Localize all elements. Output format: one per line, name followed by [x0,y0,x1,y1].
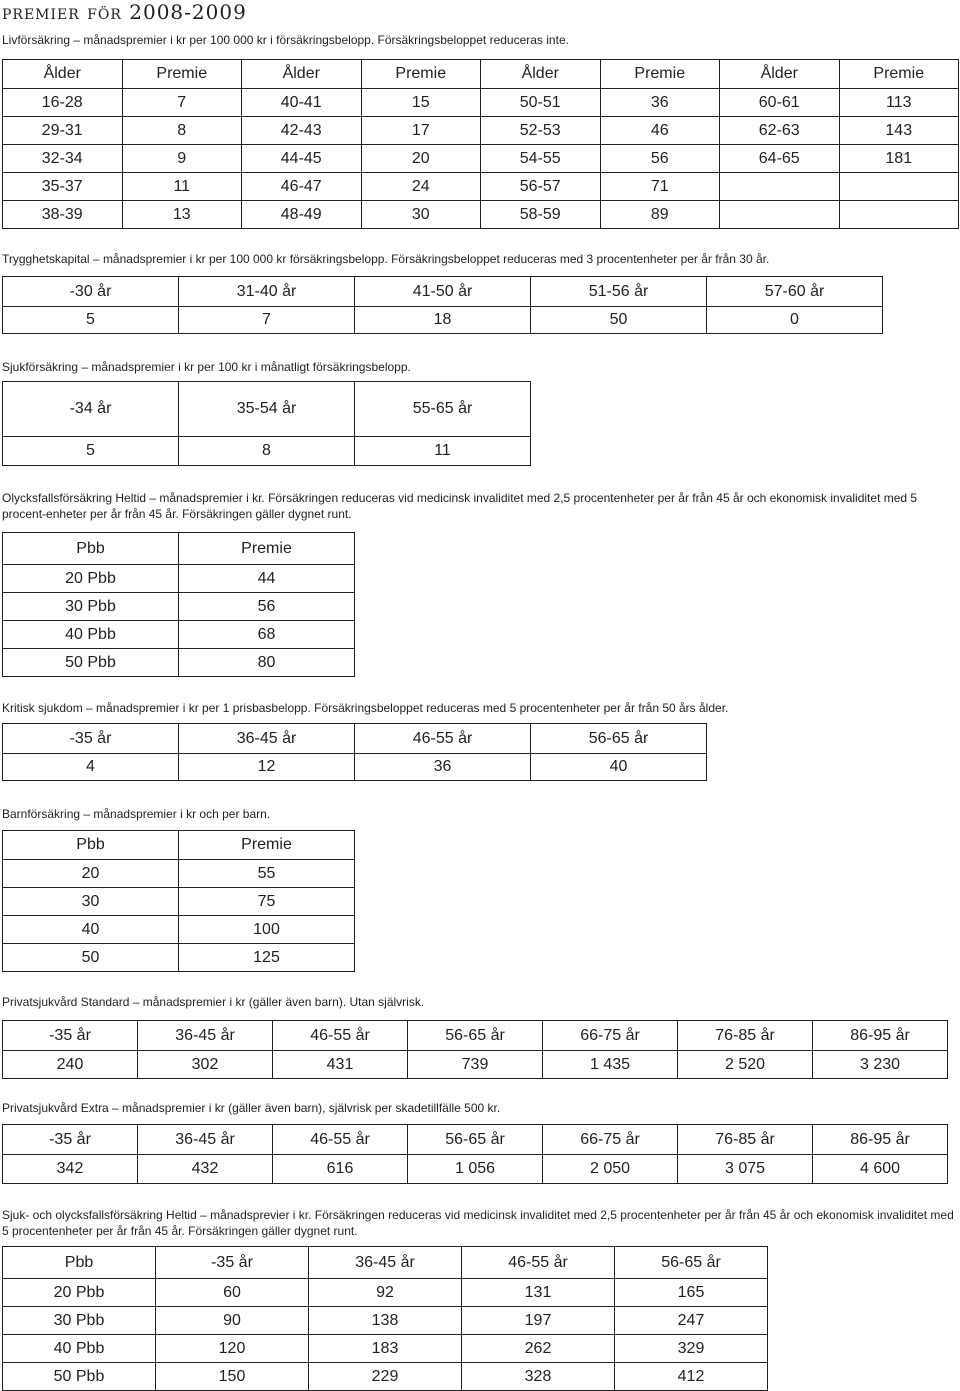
table-cell: 262 [462,1335,615,1363]
table-cell: 64-65 [720,145,840,173]
table-cell: 1 435 [543,1051,678,1079]
table-cell: 38-39 [3,201,123,229]
table-row [3,860,355,888]
section-description: Barnförsäkring – månadspremier i kr och per barn. [2,807,271,821]
table-cell: 30 Pbb [3,593,179,621]
column-header: Premie [839,60,959,89]
column-header: 56-65 år [408,1125,543,1155]
column-header: 86-95 år [813,1021,948,1051]
column-header: 46-55 år [273,1125,408,1155]
column-header: 36-45 år [138,1125,273,1155]
table-cell: 329 [615,1335,768,1363]
table-row [3,916,355,944]
table-cell: 50-51 [481,89,601,117]
section-description: Privatsjukvård Extra – månadspremier i kr (gäller även barn), självrisk per skadetillfälle 500 kr. [2,1101,501,1115]
table-row [3,201,959,229]
column-header: 57-60 år [707,277,883,307]
table-cell: 58-59 [481,201,601,229]
table-cell: 120 [156,1335,309,1363]
table-cell: 7 [179,307,355,334]
table-cell: 5 [3,437,179,466]
premium-table [2,532,355,677]
table-cell: 302 [138,1051,273,1079]
table-cell: 35-37 [3,173,123,201]
column-header: Premie [122,60,242,89]
column-header: 36-45 år [309,1247,462,1279]
table-cell [720,173,840,201]
column-header: Premie [179,831,355,860]
table-cell: 50 Pbb [3,1363,156,1391]
table-cell [839,173,959,201]
table-header-row [3,60,959,89]
table-cell: 52-53 [481,117,601,145]
column-header: 35-54 år [179,382,355,437]
table-cell: 30 [3,888,179,916]
table-cell: 92 [309,1279,462,1307]
column-header: -30 år [3,277,179,307]
table-header-row [3,1021,948,1051]
table-cell: 20 [3,860,179,888]
table-cell: 46-47 [242,173,362,201]
column-header: 46-55 år [355,724,531,754]
table-cell: 739 [408,1051,543,1079]
table-cell: 5 [3,307,179,334]
table-cell: 20 [361,145,481,173]
table-cell: 36 [355,754,531,781]
table-cell: 1 056 [408,1155,543,1184]
table-cell: 20 Pbb [3,1279,156,1307]
table-cell: 40-41 [242,89,362,117]
table-cell: 8 [122,117,242,145]
table-cell: 44-45 [242,145,362,173]
table-cell: 40 [531,754,707,781]
table-cell: 4 600 [813,1155,948,1184]
table-row [3,145,959,173]
column-header: Pbb [3,533,179,565]
column-header: 36-45 år [179,724,355,754]
column-header: Pbb [3,831,179,860]
premium-table [2,1020,948,1079]
table-cell: 56-57 [481,173,601,201]
table-cell: 75 [179,888,355,916]
table-cell: 20 Pbb [3,565,179,593]
table-cell: 50 [3,944,179,972]
table-cell: 30 Pbb [3,1307,156,1335]
column-header: -35 år [156,1247,309,1279]
table-cell: 197 [462,1307,615,1335]
column-header: 86-95 år [813,1125,948,1155]
section-description: Trygghetskapital – månadspremier i kr per 100 000 kr försäkringsbelopp. Försäkringsbeloppet reduceras med 3 procentenheter per år från 30 år. [2,252,770,266]
table-row [3,1279,768,1307]
column-header: 41-50 år [355,277,531,307]
column-header: Premie [179,533,355,565]
column-header: 76-85 år [678,1021,813,1051]
page-title: premier för 2008-2009 [2,0,247,24]
table-row [3,593,355,621]
table-cell: 11 [122,173,242,201]
column-header: 36-45 år [138,1021,273,1051]
table-cell: 412 [615,1363,768,1391]
column-header: -34 år [3,382,179,437]
table-row [3,1335,768,1363]
column-header: 66-75 år [543,1021,678,1051]
table-cell: 29-31 [3,117,123,145]
table-header-row [3,1125,948,1155]
premium-table [2,1124,948,1184]
table-cell: 50 Pbb [3,649,179,677]
table-row [3,754,707,781]
table-cell: 56 [600,145,720,173]
premium-table [2,381,531,466]
column-header: 31-40 år [179,277,355,307]
table-cell: 11 [355,437,531,466]
table-row [3,649,355,677]
column-header: 55-65 år [355,382,531,437]
column-header: -35 år [3,724,179,754]
premium-table [2,723,707,781]
table-cell: 60-61 [720,89,840,117]
table-cell: 40 Pbb [3,621,179,649]
table-cell: 48-49 [242,201,362,229]
table-cell: 18 [355,307,531,334]
column-header: 51-56 år [531,277,707,307]
section-description: Olycksfallsförsäkring Heltid – månadspremier i kr. Försäkringen reduceras vid medicinsk invaliditet med 2,5 procentenheter per år från 45 år och ekonomisk invaliditet med 5 procent-enheter per år från 45 år. Försäkringen gäller dygnet runt. [2,491,918,521]
table-cell: 40 [3,916,179,944]
table-row [3,117,959,145]
column-header: 66-75 år [543,1125,678,1155]
table-cell: 15 [361,89,481,117]
table-cell [720,201,840,229]
table-header-row [3,831,355,860]
table-row [3,437,531,466]
column-header: -35 år [3,1021,138,1051]
column-header: Ålder [242,60,362,89]
column-header: Premie [600,60,720,89]
table-cell: 71 [600,173,720,201]
table-row [3,173,959,201]
table-cell: 90 [156,1307,309,1335]
table-cell: 431 [273,1051,408,1079]
column-header: 56-65 år [408,1021,543,1051]
table-row [3,1363,768,1391]
table-cell: 60 [156,1279,309,1307]
table-cell: 68 [179,621,355,649]
table-cell: 240 [3,1051,138,1079]
column-header: 76-85 år [678,1125,813,1155]
table-row [3,89,959,117]
table-cell: 54-55 [481,145,601,173]
table-cell: 229 [309,1363,462,1391]
table-cell: 100 [179,916,355,944]
table-cell: 143 [839,117,959,145]
table-cell: 62-63 [720,117,840,145]
table-row [3,1155,948,1184]
section-description: Sjuk- och olycksfallsförsäkring Heltid – månadsprevier i kr. Försäkringen reduceras vid medicinsk invaliditet med 2,5 procentenheter per år från 45 år och ekonomisk invaliditet med 5 procentenheter per år från 45 år. Försäkringen gäller dygnet runt. [2,1208,954,1238]
table-cell [839,201,959,229]
table-cell: 432 [138,1155,273,1184]
table-cell: 56 [179,593,355,621]
table-cell: 17 [361,117,481,145]
table-cell: 80 [179,649,355,677]
table-cell: 181 [839,145,959,173]
table-cell: 247 [615,1307,768,1335]
premium-table [2,59,959,229]
table-cell: 138 [309,1307,462,1335]
premium-table [2,830,355,972]
table-cell: 30 [361,201,481,229]
table-row [3,944,355,972]
table-cell: 44 [179,565,355,593]
table-row [3,565,355,593]
premium-table [2,1246,768,1391]
column-header: 56-65 år [615,1247,768,1279]
table-cell: 12 [179,754,355,781]
table-cell: 165 [615,1279,768,1307]
table-cell: 0 [707,307,883,334]
table-cell: 328 [462,1363,615,1391]
table-header-row [3,724,707,754]
column-header: Ålder [3,60,123,89]
column-header: 46-55 år [273,1021,408,1051]
table-cell: 16-28 [3,89,123,117]
column-header: Premie [361,60,481,89]
table-cell: 13 [122,201,242,229]
section-description: Sjukförsäkring – månadspremier i kr per 100 kr i månatligt försäkringsbelopp. [2,360,411,374]
table-cell: 24 [361,173,481,201]
column-header: 46-55 år [462,1247,615,1279]
table-header-row [3,1247,768,1279]
table-row [3,307,883,334]
table-header-row [3,277,883,307]
section-description: Livförsäkring – månadspremier i kr per 100 000 kr i försäkringsbelopp. Försäkringsbeloppet reduceras inte. [2,33,569,47]
table-cell: 616 [273,1155,408,1184]
table-cell: 113 [839,89,959,117]
column-header: Ålder [481,60,601,89]
section-description: Privatsjukvård Standard – månadspremier i kr (gäller även barn). Utan självrisk. [2,995,425,1009]
column-header: -35 år [3,1125,138,1155]
column-header: Ålder [720,60,840,89]
table-cell: 50 [531,307,707,334]
column-header: Pbb [3,1247,156,1279]
table-row [3,1051,948,1079]
table-cell: 131 [462,1279,615,1307]
table-cell: 55 [179,860,355,888]
table-row [3,1307,768,1335]
table-header-row [3,533,355,565]
table-cell: 46 [600,117,720,145]
table-cell: 9 [122,145,242,173]
section-description: Kritisk sjukdom – månadspremier i kr per 1 prisbasbelopp. Försäkringsbeloppet reduceras med 5 procentenheter per år från 50 års ålder. [2,701,729,715]
table-cell: 150 [156,1363,309,1391]
table-cell: 183 [309,1335,462,1363]
table-row [3,621,355,649]
table-header-row [3,382,531,437]
table-cell: 8 [179,437,355,466]
table-cell: 125 [179,944,355,972]
premium-table [2,276,883,334]
table-cell: 4 [3,754,179,781]
column-header: 56-65 år [531,724,707,754]
table-cell: 2 050 [543,1155,678,1184]
table-cell: 3 075 [678,1155,813,1184]
table-cell: 89 [600,201,720,229]
table-cell: 42-43 [242,117,362,145]
table-cell: 40 Pbb [3,1335,156,1363]
table-cell: 342 [3,1155,138,1184]
table-cell: 7 [122,89,242,117]
table-cell: 32-34 [3,145,123,173]
table-cell: 3 230 [813,1051,948,1079]
table-cell: 2 520 [678,1051,813,1079]
table-cell: 36 [600,89,720,117]
table-row [3,888,355,916]
